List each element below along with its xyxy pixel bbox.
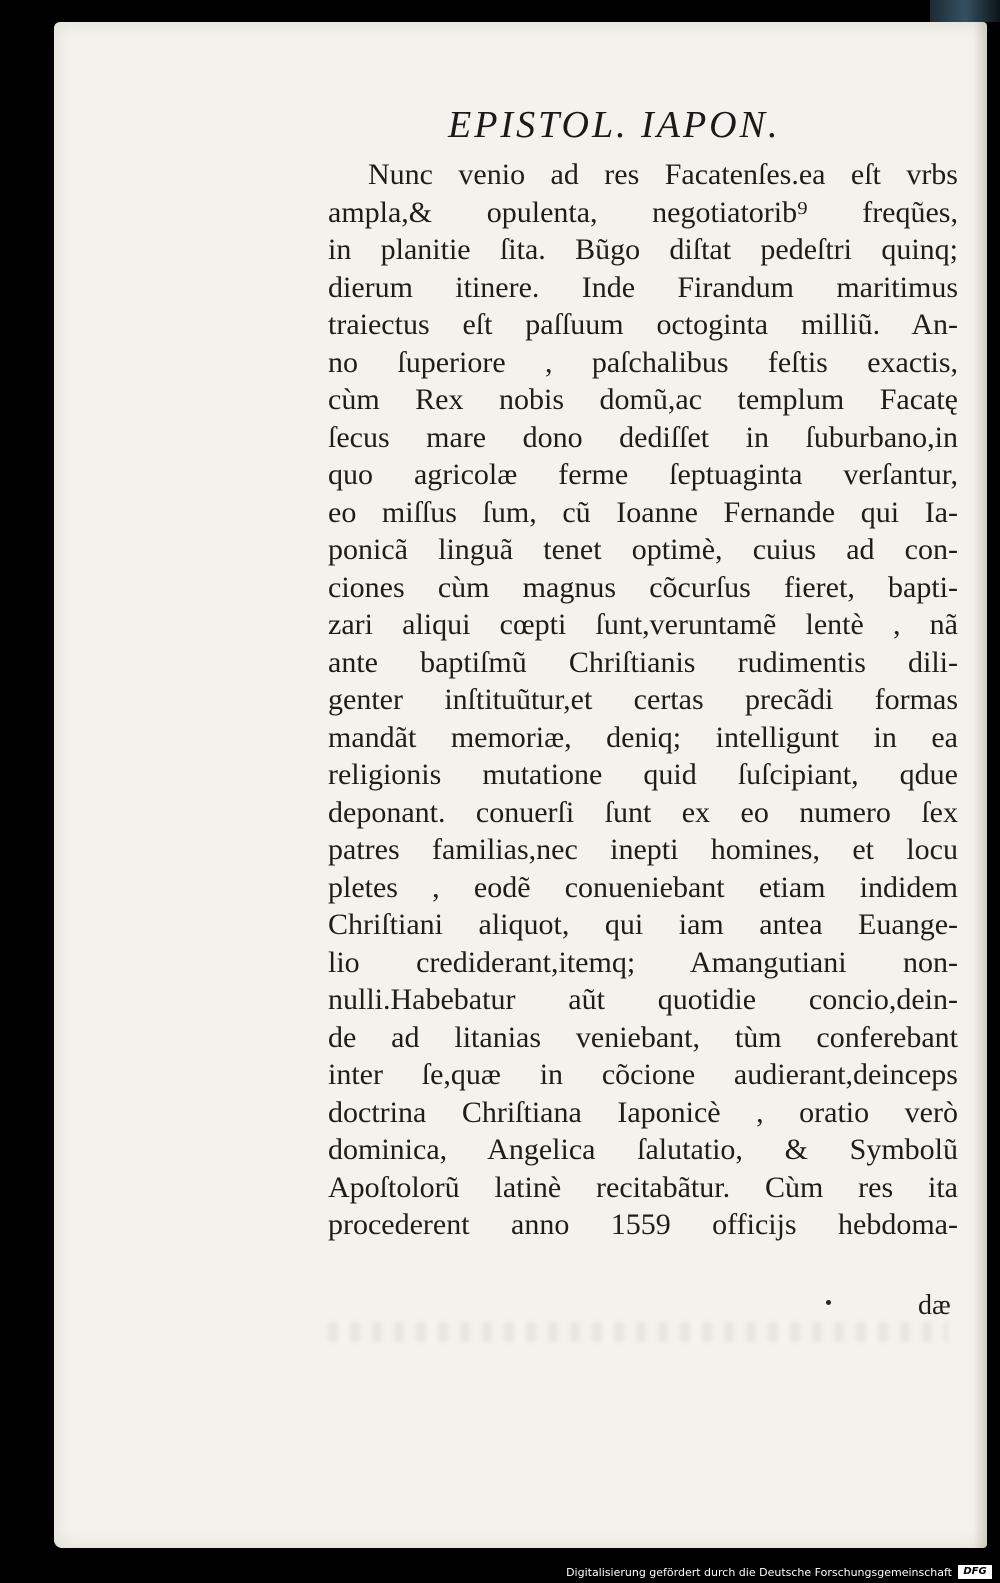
text-line: religionis mutatione quid ſuſcipiant, qdue — [328, 758, 958, 791]
text-line: eo miſſus ſum, cũ Ioanne Fernande qui Ia- — [328, 495, 958, 529]
text-line: Chriſtiani aliquot, qui iam antea Euange- — [328, 908, 958, 941]
text-line: de ad litanias veniebant, tùm conferebant — [328, 1020, 958, 1054]
show-through-ink — [328, 1322, 948, 1342]
running-head: EPISTOL. IAPON. — [448, 104, 781, 146]
signature-mark — [826, 1300, 831, 1305]
text-line: zari aliqui cœpti ſunt,veruntamẽ lentè , nã — [328, 608, 958, 641]
text-line: procederent anno 1559 officijs hebdoma- — [328, 1208, 958, 1241]
text-line: ante baptiſmũ Chriſtianis rudimentis dili- — [328, 645, 958, 679]
footer-bar — [0, 1561, 1000, 1583]
text-line: dierum itinere. Inde Firandum maritimus — [328, 270, 958, 304]
text-line: ampla,& opulenta, negotiatorib⁹ freqũes, — [328, 195, 958, 229]
body-text — [328, 156, 958, 1244]
text-line: genter inſtituũtur,et certas precãdi formas — [328, 683, 958, 716]
text-line: mandãt memoriæ, deniq; intelligunt in ea — [328, 720, 958, 754]
text-line: ciones cùm magnus cõcurſus fieret, bapti- — [328, 570, 958, 604]
catchword: dæ — [918, 1290, 951, 1321]
text-line: lio crediderant,itemq; Amangutiani non- — [328, 945, 958, 979]
text-line: inter ſe,quæ in cõcione audierant,deinceps — [328, 1058, 958, 1091]
text-line: nulli.Habebatur aũt quotidie concio,dein- — [328, 983, 958, 1016]
text-line: ponicã linguã tenet optimè, cuius ad con- — [328, 533, 958, 566]
text-line: Nunc venio ad res Facatenſes.ea eſt vrbs — [368, 158, 958, 191]
funding-credit: Digitalisierung gefördert durch die Deutsche Forschungsgemeinschaft — [566, 1566, 952, 1579]
book-binding-edge — [930, 0, 1000, 22]
dfg-logo: DFG — [958, 1565, 992, 1579]
text-line: cùm Rex nobis domũ,ac templum Facatę — [328, 383, 958, 416]
text-line: pletes , eodẽ conueniebant etiam indidem — [328, 870, 958, 904]
text-line: deponant. conuerſi ſunt ex eo numero ſex — [328, 795, 958, 829]
text-line: quo agricolæ ferme ſeptuaginta verſantur, — [328, 458, 958, 491]
text-line: dominica, Angelica ſalutatio, & Symbolũ — [328, 1133, 958, 1166]
text-line: ſecus mare dono dediſſet in ſuburbano,in — [328, 420, 958, 454]
text-line: in planitie ſita. Bũgo diſtat pedeſtri quinq; — [328, 233, 958, 266]
text-line: traiectus eſt paſſuum octoginta milliũ. An- — [328, 308, 958, 341]
text-line: no ſuperiore , paſchalibus feſtis exactis, — [328, 345, 958, 379]
text-line: patres familias,nec inepti homines, et locu — [328, 833, 958, 866]
text-line: doctrina Chriſtiana Iaponicè , oratio verò — [328, 1095, 958, 1129]
text-line: Apoſtolorũ latinè recitabãtur. Cùm res ita — [328, 1170, 958, 1204]
page-edge-shadow — [973, 22, 987, 1548]
